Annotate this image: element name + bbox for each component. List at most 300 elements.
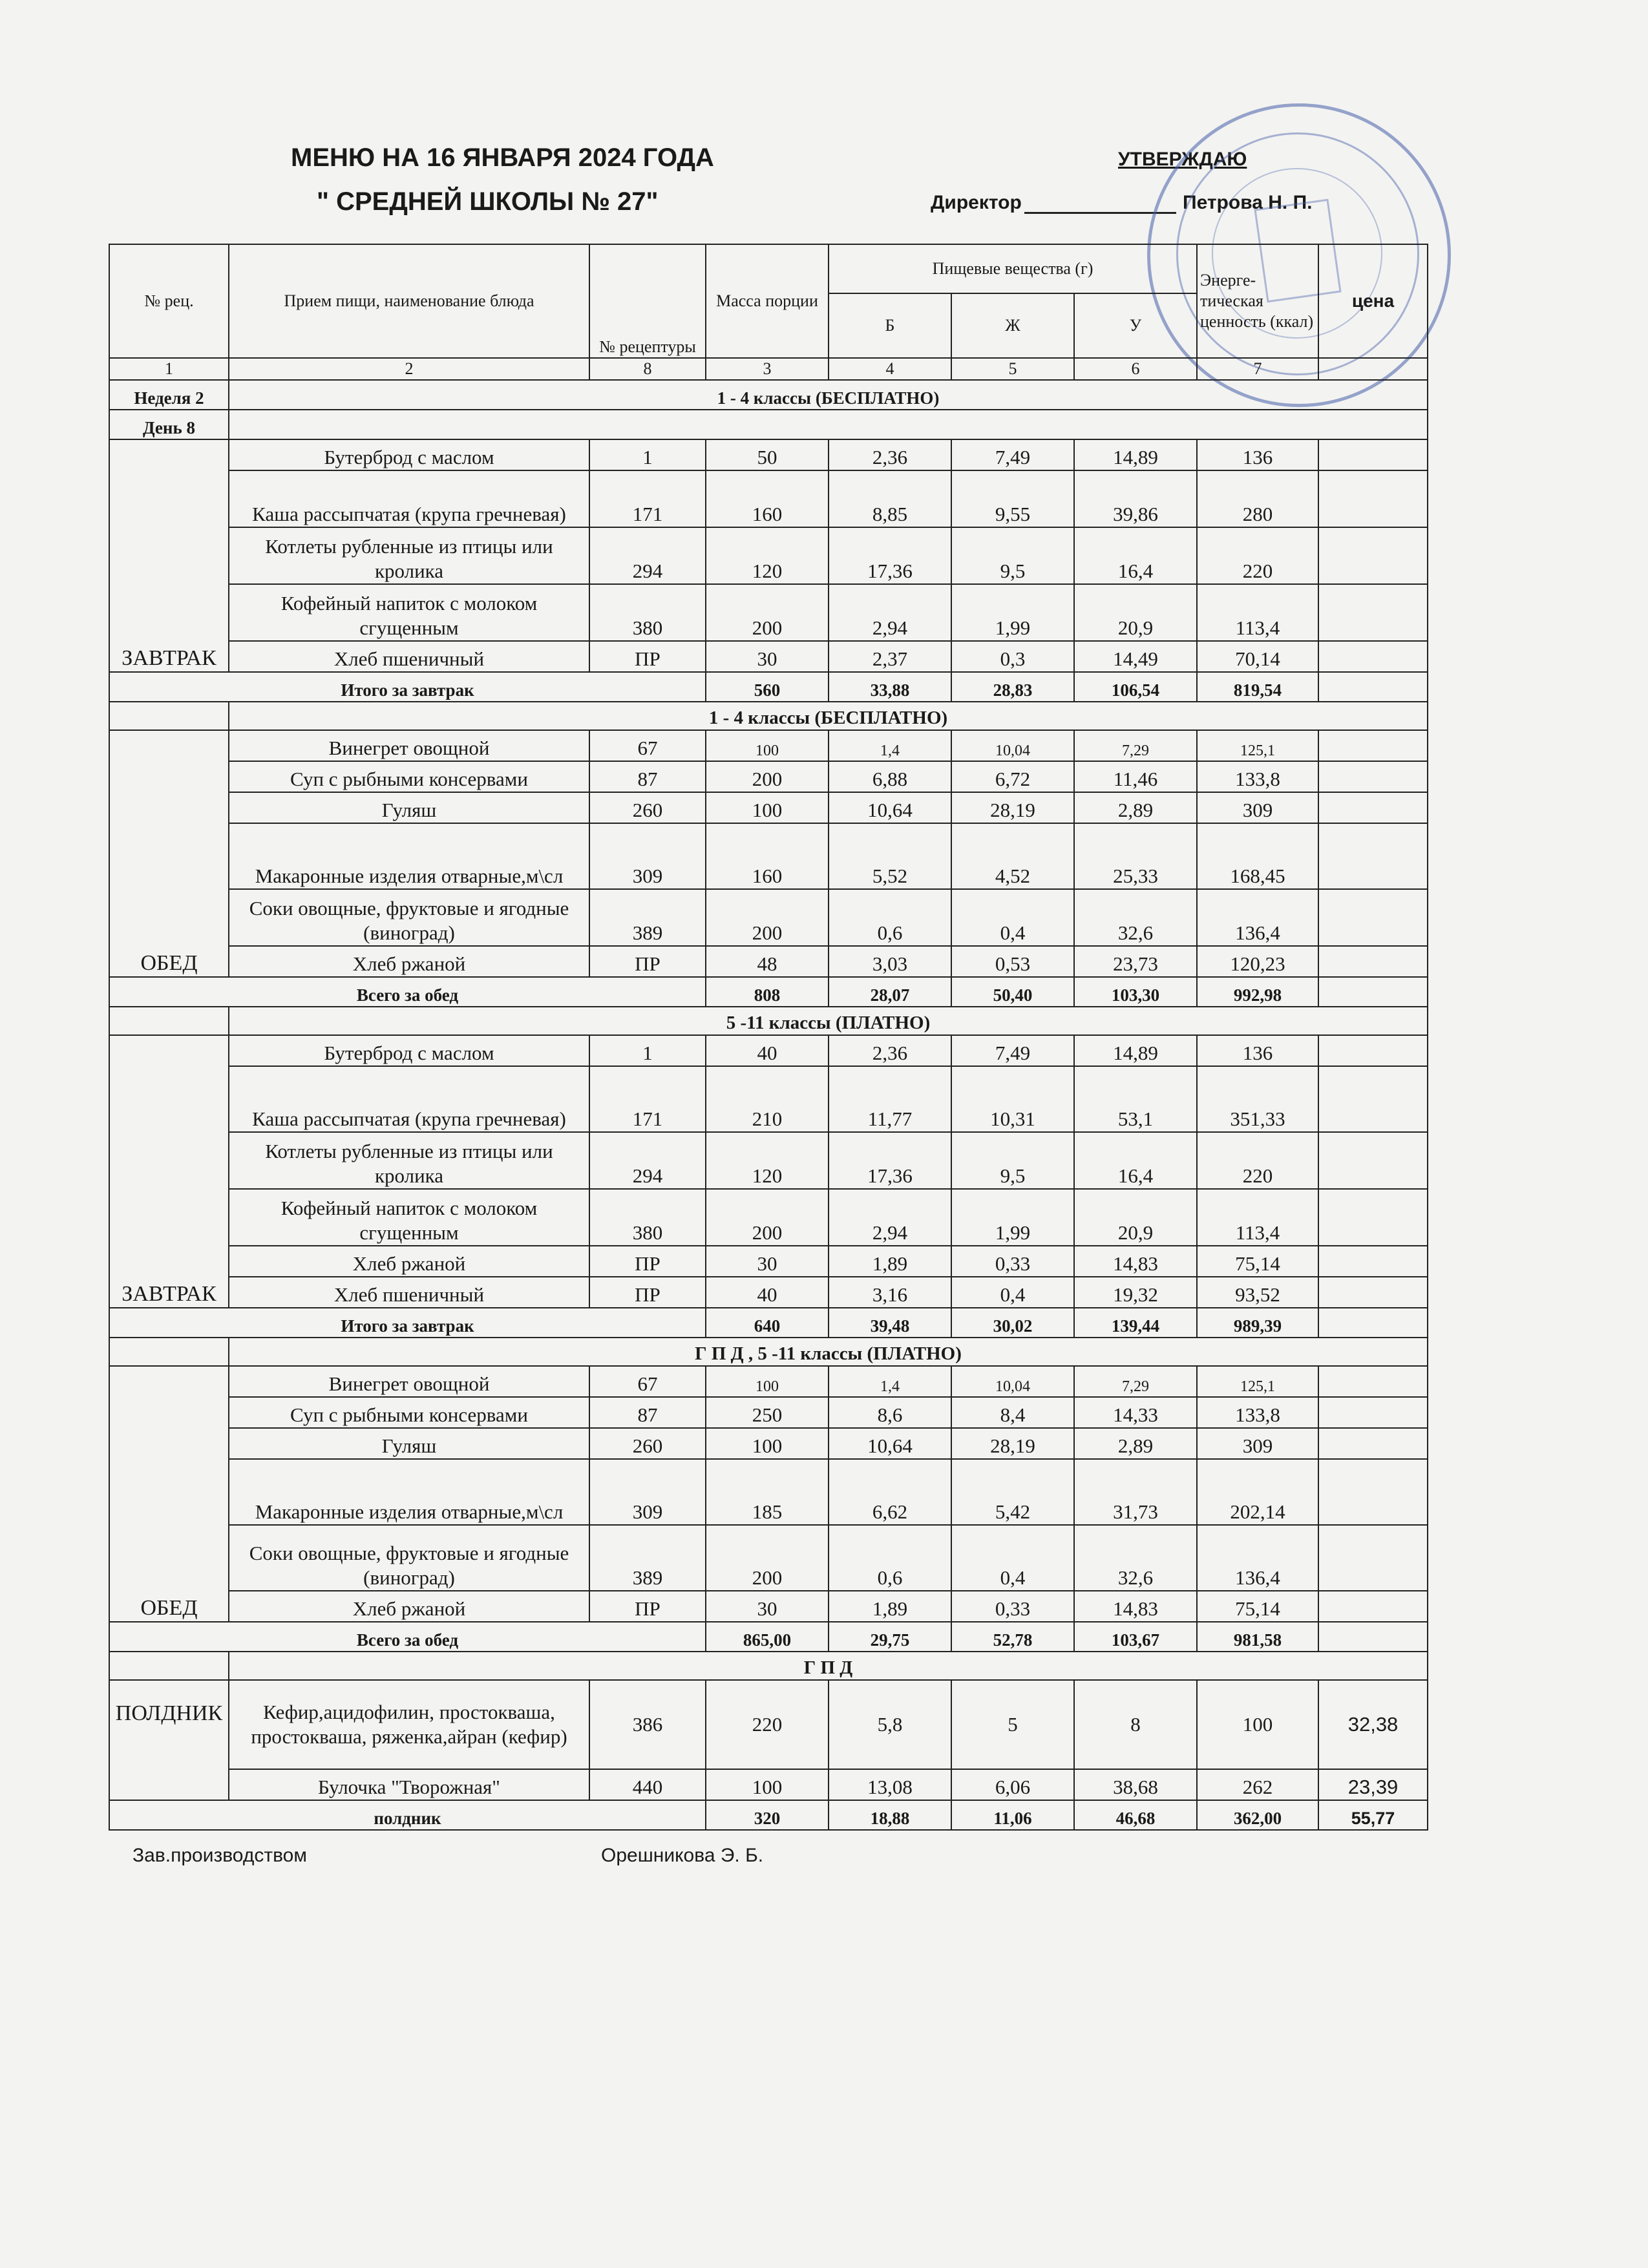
- col-b: Б: [829, 293, 951, 358]
- table-row: [109, 1591, 1428, 1622]
- kcal: 220: [1197, 527, 1318, 584]
- carbs: 20,9: [1074, 1189, 1197, 1246]
- mass: 220: [706, 1680, 829, 1769]
- dish-name: Винегрет овощной: [229, 730, 589, 761]
- col-num: 4: [829, 358, 951, 380]
- table-row: [109, 1428, 1428, 1459]
- week-row: [109, 380, 1428, 410]
- protein: 17,36: [829, 527, 951, 584]
- mass: 40: [706, 1277, 829, 1308]
- table-row: [109, 1035, 1428, 1066]
- col-mass: Масса порции: [706, 244, 829, 358]
- recipe-no: 260: [589, 792, 706, 823]
- kcal: 120,23: [1197, 946, 1318, 977]
- recipe-no: ПР: [589, 946, 706, 977]
- total-row: [109, 1800, 1428, 1830]
- day-row: [109, 410, 1428, 439]
- carbs: 14,49: [1074, 641, 1197, 672]
- meal-label: ПОЛДНИК: [109, 1680, 229, 1800]
- kcal: 100: [1197, 1680, 1318, 1769]
- fat: 0,33: [951, 1246, 1074, 1277]
- mass: 100: [706, 1428, 829, 1459]
- total-mass: 640: [706, 1308, 829, 1338]
- recipe-no: 380: [589, 584, 706, 641]
- recipe-no: 294: [589, 1132, 706, 1189]
- col-num: 1: [109, 358, 229, 380]
- mass: 50: [706, 439, 829, 470]
- total-mass: 320: [706, 1800, 829, 1830]
- menu-table: [109, 244, 1428, 1831]
- protein: 8,6: [829, 1397, 951, 1428]
- section-blank: [109, 1007, 229, 1035]
- section-row: [109, 1338, 1428, 1366]
- dish-name: Хлеб ржаной: [229, 1246, 589, 1277]
- carbs: 14,33: [1074, 1397, 1197, 1428]
- price: [1318, 527, 1428, 584]
- mass: 200: [706, 1525, 829, 1591]
- mass: 120: [706, 527, 829, 584]
- mass: 160: [706, 823, 829, 889]
- total-row: [109, 1308, 1428, 1338]
- price: [1318, 823, 1428, 889]
- carbs: 16,4: [1074, 1132, 1197, 1189]
- section-title: 5 -11 классы (ПЛАТНО): [229, 1007, 1428, 1035]
- table-row: [109, 1189, 1428, 1246]
- mass: 48: [706, 946, 829, 977]
- section-blank: [109, 702, 229, 730]
- dish-name: Кофейный напиток с молоком сгущенным: [229, 1189, 589, 1246]
- fat: 0,4: [951, 1277, 1074, 1308]
- protein: 1,89: [829, 1246, 951, 1277]
- protein: 6,88: [829, 761, 951, 792]
- day-label: День 8: [109, 410, 229, 439]
- mass: 100: [706, 792, 829, 823]
- footer-manager-name: Орешникова Э. Б.: [601, 1845, 764, 1866]
- total-kcal: 362,00: [1197, 1800, 1318, 1830]
- table-row: [109, 823, 1428, 889]
- col-num: 7: [1197, 358, 1318, 380]
- recipe-no: 67: [589, 1366, 706, 1397]
- protein: 10,64: [829, 1428, 951, 1459]
- protein: 1,4: [829, 1366, 951, 1397]
- table-row: [109, 439, 1428, 470]
- dish-name: Каша рассыпчатая (крупа гречневая): [229, 1066, 589, 1132]
- carbs: 31,73: [1074, 1459, 1197, 1525]
- col-nutrients: Пищевые вещества (г): [829, 244, 1197, 293]
- fat: 6,72: [951, 761, 1074, 792]
- fat: 9,55: [951, 470, 1074, 527]
- dish-name: Кофейный напиток с молоком сгущенным: [229, 584, 589, 641]
- protein: 13,08: [829, 1769, 951, 1800]
- mass: 100: [706, 1366, 829, 1397]
- total-price: [1318, 977, 1428, 1007]
- total-fat: 52,78: [951, 1622, 1074, 1652]
- mass: 200: [706, 584, 829, 641]
- recipe-no: 294: [589, 527, 706, 584]
- protein: 3,16: [829, 1277, 951, 1308]
- price: [1318, 439, 1428, 470]
- price: [1318, 584, 1428, 641]
- recipe-no: ПР: [589, 641, 706, 672]
- protein: 2,37: [829, 641, 951, 672]
- dish-name: Бутерброд с маслом: [229, 439, 589, 470]
- carbs: 23,73: [1074, 946, 1197, 977]
- protein: 17,36: [829, 1132, 951, 1189]
- price: [1318, 1277, 1428, 1308]
- protein: 2,36: [829, 439, 951, 470]
- dish-name: Винегрет овощной: [229, 1366, 589, 1397]
- col-energy: Энерге- тическая ценность (ккал): [1197, 244, 1318, 358]
- protein: 5,52: [829, 823, 951, 889]
- section-row: [109, 702, 1428, 730]
- recipe-no: 309: [589, 1459, 706, 1525]
- mass: 250: [706, 1397, 829, 1428]
- recipe-no: 260: [589, 1428, 706, 1459]
- total-kcal: 992,98: [1197, 977, 1318, 1007]
- section-blank: [109, 1338, 229, 1366]
- price: [1318, 470, 1428, 527]
- total-row: [109, 672, 1428, 702]
- recipe-no: ПР: [589, 1246, 706, 1277]
- protein: 0,6: [829, 1525, 951, 1591]
- section-title: 1 - 4 классы (БЕСПЛАТНО): [229, 380, 1428, 410]
- fat: 0,4: [951, 1525, 1074, 1591]
- fat: 1,99: [951, 1189, 1074, 1246]
- total-protein: 28,07: [829, 977, 951, 1007]
- carbs: 16,4: [1074, 527, 1197, 584]
- dish-name: Хлеб пшеничный: [229, 641, 589, 672]
- fat: 10,04: [951, 1366, 1074, 1397]
- dish-name: Хлеб ржаной: [229, 946, 589, 977]
- day-row-fill: [229, 410, 1428, 439]
- section-title: 1 - 4 классы (БЕСПЛАТНО): [229, 702, 1428, 730]
- dish-name: Гуляш: [229, 1428, 589, 1459]
- col-recipe-no: № рецептуры: [589, 244, 706, 358]
- total-kcal: 819,54: [1197, 672, 1318, 702]
- dish-name: Котлеты рубленные из птицы или кролика: [229, 527, 589, 584]
- protein: 11,77: [829, 1066, 951, 1132]
- protein: 10,64: [829, 792, 951, 823]
- dish-name: Каша рассыпчатая (крупа гречневая): [229, 470, 589, 527]
- col-num: [1318, 358, 1428, 380]
- recipe-no: 171: [589, 470, 706, 527]
- signature-line: [1024, 195, 1176, 214]
- table-row: [109, 946, 1428, 977]
- total-mass: 560: [706, 672, 829, 702]
- recipe-no: 389: [589, 1525, 706, 1591]
- total-price: [1318, 1308, 1428, 1338]
- meal-label: ОБЕД: [109, 730, 229, 977]
- total-row: [109, 977, 1428, 1007]
- recipe-no: 87: [589, 1397, 706, 1428]
- page-title: МЕНЮ НА 16 ЯНВАРЯ 2024 ГОДА: [291, 143, 714, 172]
- price: [1318, 1397, 1428, 1428]
- price: [1318, 1066, 1428, 1132]
- total-protein: 29,75: [829, 1622, 951, 1652]
- table-row: [109, 1397, 1428, 1428]
- recipe-no: 87: [589, 761, 706, 792]
- col-zh: Ж: [951, 293, 1074, 358]
- price: [1318, 1366, 1428, 1397]
- fat: 10,31: [951, 1066, 1074, 1132]
- fat: 8,4: [951, 1397, 1074, 1428]
- col-dish: Прием пищи, наименование блюда: [229, 244, 589, 358]
- col-num: 6: [1074, 358, 1197, 380]
- table-row: [109, 1680, 1428, 1769]
- total-label: Всего за обед: [109, 977, 706, 1007]
- dish-name: Хлеб ржаной: [229, 1591, 589, 1622]
- total-protein: 18,88: [829, 1800, 951, 1830]
- total-price: [1318, 1622, 1428, 1652]
- director-label-text: Директор: [931, 192, 1022, 213]
- carbs: 14,89: [1074, 1035, 1197, 1066]
- kcal: 168,45: [1197, 823, 1318, 889]
- carbs: 32,6: [1074, 1525, 1197, 1591]
- kcal: 220: [1197, 1132, 1318, 1189]
- price: [1318, 792, 1428, 823]
- table-row: [109, 761, 1428, 792]
- total-price: 55,77: [1318, 1800, 1428, 1830]
- table-row: [109, 792, 1428, 823]
- total-label: Итого за завтрак: [109, 672, 706, 702]
- carbs: 19,32: [1074, 1277, 1197, 1308]
- price: [1318, 641, 1428, 672]
- price: [1318, 1428, 1428, 1459]
- dish-name: Бутерброд с маслом: [229, 1035, 589, 1066]
- recipe-no: 67: [589, 730, 706, 761]
- protein: 1,89: [829, 1591, 951, 1622]
- fat: 7,49: [951, 439, 1074, 470]
- recipe-no: 380: [589, 1189, 706, 1246]
- mass: 100: [706, 1769, 829, 1800]
- carbs: 8: [1074, 1680, 1197, 1769]
- kcal: 280: [1197, 470, 1318, 527]
- total-label: Всего за обед: [109, 1622, 706, 1652]
- fat: 5: [951, 1680, 1074, 1769]
- table-row: [109, 1277, 1428, 1308]
- section-title: Г П Д , 5 -11 классы (ПЛАТНО): [229, 1338, 1428, 1366]
- mass: 210: [706, 1066, 829, 1132]
- kcal: 133,8: [1197, 1397, 1318, 1428]
- carbs: 7,29: [1074, 730, 1197, 761]
- protein: 2,94: [829, 584, 951, 641]
- carbs: 53,1: [1074, 1066, 1197, 1132]
- total-carbs: 103,30: [1074, 977, 1197, 1007]
- total-fat: 30,02: [951, 1308, 1074, 1338]
- total-fat: 28,83: [951, 672, 1074, 702]
- fat: 5,42: [951, 1459, 1074, 1525]
- recipe-no: 440: [589, 1769, 706, 1800]
- kcal: 70,14: [1197, 641, 1318, 672]
- price: [1318, 1459, 1428, 1525]
- mass: 200: [706, 1189, 829, 1246]
- kcal: 136,4: [1197, 889, 1318, 946]
- recipe-no: 1: [589, 439, 706, 470]
- mass: 185: [706, 1459, 829, 1525]
- dish-name: Суп с рыбными консервами: [229, 761, 589, 792]
- carbs: 14,89: [1074, 439, 1197, 470]
- fat: 7,49: [951, 1035, 1074, 1066]
- table-row: [109, 1366, 1428, 1397]
- dish-name: Кефир,ацидофилин, простокваша, простокваша, ряженка,айран (кефир): [229, 1680, 589, 1769]
- fat: 0,33: [951, 1591, 1074, 1622]
- protein: 0,6: [829, 889, 951, 946]
- total-row: [109, 1622, 1428, 1652]
- table-row: [109, 1132, 1428, 1189]
- col-num: 8: [589, 358, 706, 380]
- mass: 30: [706, 1591, 829, 1622]
- fat: 28,19: [951, 1428, 1074, 1459]
- kcal: 136: [1197, 439, 1318, 470]
- table-row: [109, 1525, 1428, 1591]
- recipe-no: 389: [589, 889, 706, 946]
- section-blank: [109, 1652, 229, 1680]
- protein: 2,36: [829, 1035, 951, 1066]
- carbs: 2,89: [1074, 792, 1197, 823]
- recipe-no: ПР: [589, 1277, 706, 1308]
- approval-label: УТВЕРЖДАЮ: [1118, 149, 1247, 170]
- table-row: [109, 1246, 1428, 1277]
- footer-production-manager: Зав.производством: [132, 1845, 307, 1866]
- table-row: [109, 1459, 1428, 1525]
- kcal: 262: [1197, 1769, 1318, 1800]
- protein: 5,8: [829, 1680, 951, 1769]
- col-num: 3: [706, 358, 829, 380]
- carbs: 38,68: [1074, 1769, 1197, 1800]
- table-row: [109, 889, 1428, 946]
- fat: 0,3: [951, 641, 1074, 672]
- table-row: [109, 584, 1428, 641]
- fat: 1,99: [951, 584, 1074, 641]
- recipe-no: ПР: [589, 1591, 706, 1622]
- protein: 6,62: [829, 1459, 951, 1525]
- mass: 120: [706, 1132, 829, 1189]
- dish-name: Булочка "Творожная": [229, 1769, 589, 1800]
- fat: 4,52: [951, 823, 1074, 889]
- total-carbs: 46,68: [1074, 1800, 1197, 1830]
- col-u: У: [1074, 293, 1197, 358]
- price: [1318, 1035, 1428, 1066]
- meal-label: ЗАВТРАК: [109, 1035, 229, 1308]
- dish-name: Макаронные изделия отварные,м\сл: [229, 823, 589, 889]
- kcal: 75,14: [1197, 1246, 1318, 1277]
- total-protein: 39,48: [829, 1308, 951, 1338]
- carbs: 39,86: [1074, 470, 1197, 527]
- dish-name: Суп с рыбными консервами: [229, 1397, 589, 1428]
- total-carbs: 103,67: [1074, 1622, 1197, 1652]
- col-price: цена: [1318, 244, 1428, 358]
- carbs: 14,83: [1074, 1591, 1197, 1622]
- total-label: Итого за завтрак: [109, 1308, 706, 1338]
- price: [1318, 1591, 1428, 1622]
- col-num: 5: [951, 358, 1074, 380]
- total-carbs: 139,44: [1074, 1308, 1197, 1338]
- protein: 1,4: [829, 730, 951, 761]
- protein: 3,03: [829, 946, 951, 977]
- carbs: 25,33: [1074, 823, 1197, 889]
- recipe-no: 309: [589, 823, 706, 889]
- carbs: 2,89: [1074, 1428, 1197, 1459]
- total-mass: 865,00: [706, 1622, 829, 1652]
- kcal: 136,4: [1197, 1525, 1318, 1591]
- dish-name: Соки овощные, фруктовые и ягодные (виноград): [229, 1525, 589, 1591]
- total-kcal: 989,39: [1197, 1308, 1318, 1338]
- price: [1318, 1246, 1428, 1277]
- carbs: 11,46: [1074, 761, 1197, 792]
- carbs: 32,6: [1074, 889, 1197, 946]
- mass: 30: [706, 641, 829, 672]
- price: [1318, 1132, 1428, 1189]
- fat: 0,53: [951, 946, 1074, 977]
- protein: 2,94: [829, 1189, 951, 1246]
- meal-label: ОБЕД: [109, 1366, 229, 1622]
- dish-name: Соки овощные, фруктовые и ягодные (виноград): [229, 889, 589, 946]
- section-row: [109, 1652, 1428, 1680]
- total-fat: 11,06: [951, 1800, 1074, 1830]
- fat: 9,5: [951, 1132, 1074, 1189]
- total-label: полдник: [109, 1800, 706, 1830]
- dish-name: Макаронные изделия отварные,м\сл: [229, 1459, 589, 1525]
- price: [1318, 1189, 1428, 1246]
- price: [1318, 889, 1428, 946]
- section-title: Г П Д: [229, 1652, 1428, 1680]
- table-header-row: [109, 244, 1428, 293]
- carbs: 20,9: [1074, 584, 1197, 641]
- table-row: [109, 1769, 1428, 1800]
- kcal: 351,33: [1197, 1066, 1318, 1132]
- price: [1318, 761, 1428, 792]
- fat: 9,5: [951, 527, 1074, 584]
- kcal: 309: [1197, 1428, 1318, 1459]
- price: 32,38: [1318, 1680, 1428, 1769]
- fat: 10,04: [951, 730, 1074, 761]
- mass: 160: [706, 470, 829, 527]
- kcal: 133,8: [1197, 761, 1318, 792]
- kcal: 113,4: [1197, 1189, 1318, 1246]
- total-protein: 33,88: [829, 672, 951, 702]
- director-label: [931, 192, 1176, 214]
- column-number-row: [109, 358, 1428, 380]
- table-row: [109, 1066, 1428, 1132]
- total-fat: 50,40: [951, 977, 1074, 1007]
- total-mass: 808: [706, 977, 829, 1007]
- kcal: 136: [1197, 1035, 1318, 1066]
- table-row: [109, 730, 1428, 761]
- mass: 40: [706, 1035, 829, 1066]
- kcal: 125,1: [1197, 1366, 1318, 1397]
- mass: 200: [706, 889, 829, 946]
- kcal: 75,14: [1197, 1591, 1318, 1622]
- table-row: [109, 641, 1428, 672]
- total-kcal: 981,58: [1197, 1622, 1318, 1652]
- page-subtitle: " СРЕДНЕЙ ШКОЛЫ № 27": [317, 187, 659, 216]
- carbs: 14,83: [1074, 1246, 1197, 1277]
- dish-name: Котлеты рубленные из птицы или кролика: [229, 1132, 589, 1189]
- fat: 6,06: [951, 1769, 1074, 1800]
- carbs: 7,29: [1074, 1366, 1197, 1397]
- table-row: [109, 527, 1428, 584]
- mass: 100: [706, 730, 829, 761]
- protein: 8,85: [829, 470, 951, 527]
- recipe-no: 386: [589, 1680, 706, 1769]
- mass: 30: [706, 1246, 829, 1277]
- price: [1318, 1525, 1428, 1591]
- mass: 200: [706, 761, 829, 792]
- total-carbs: 106,54: [1074, 672, 1197, 702]
- fat: 28,19: [951, 792, 1074, 823]
- total-price: [1318, 672, 1428, 702]
- col-rec-no: № рец.: [109, 244, 229, 358]
